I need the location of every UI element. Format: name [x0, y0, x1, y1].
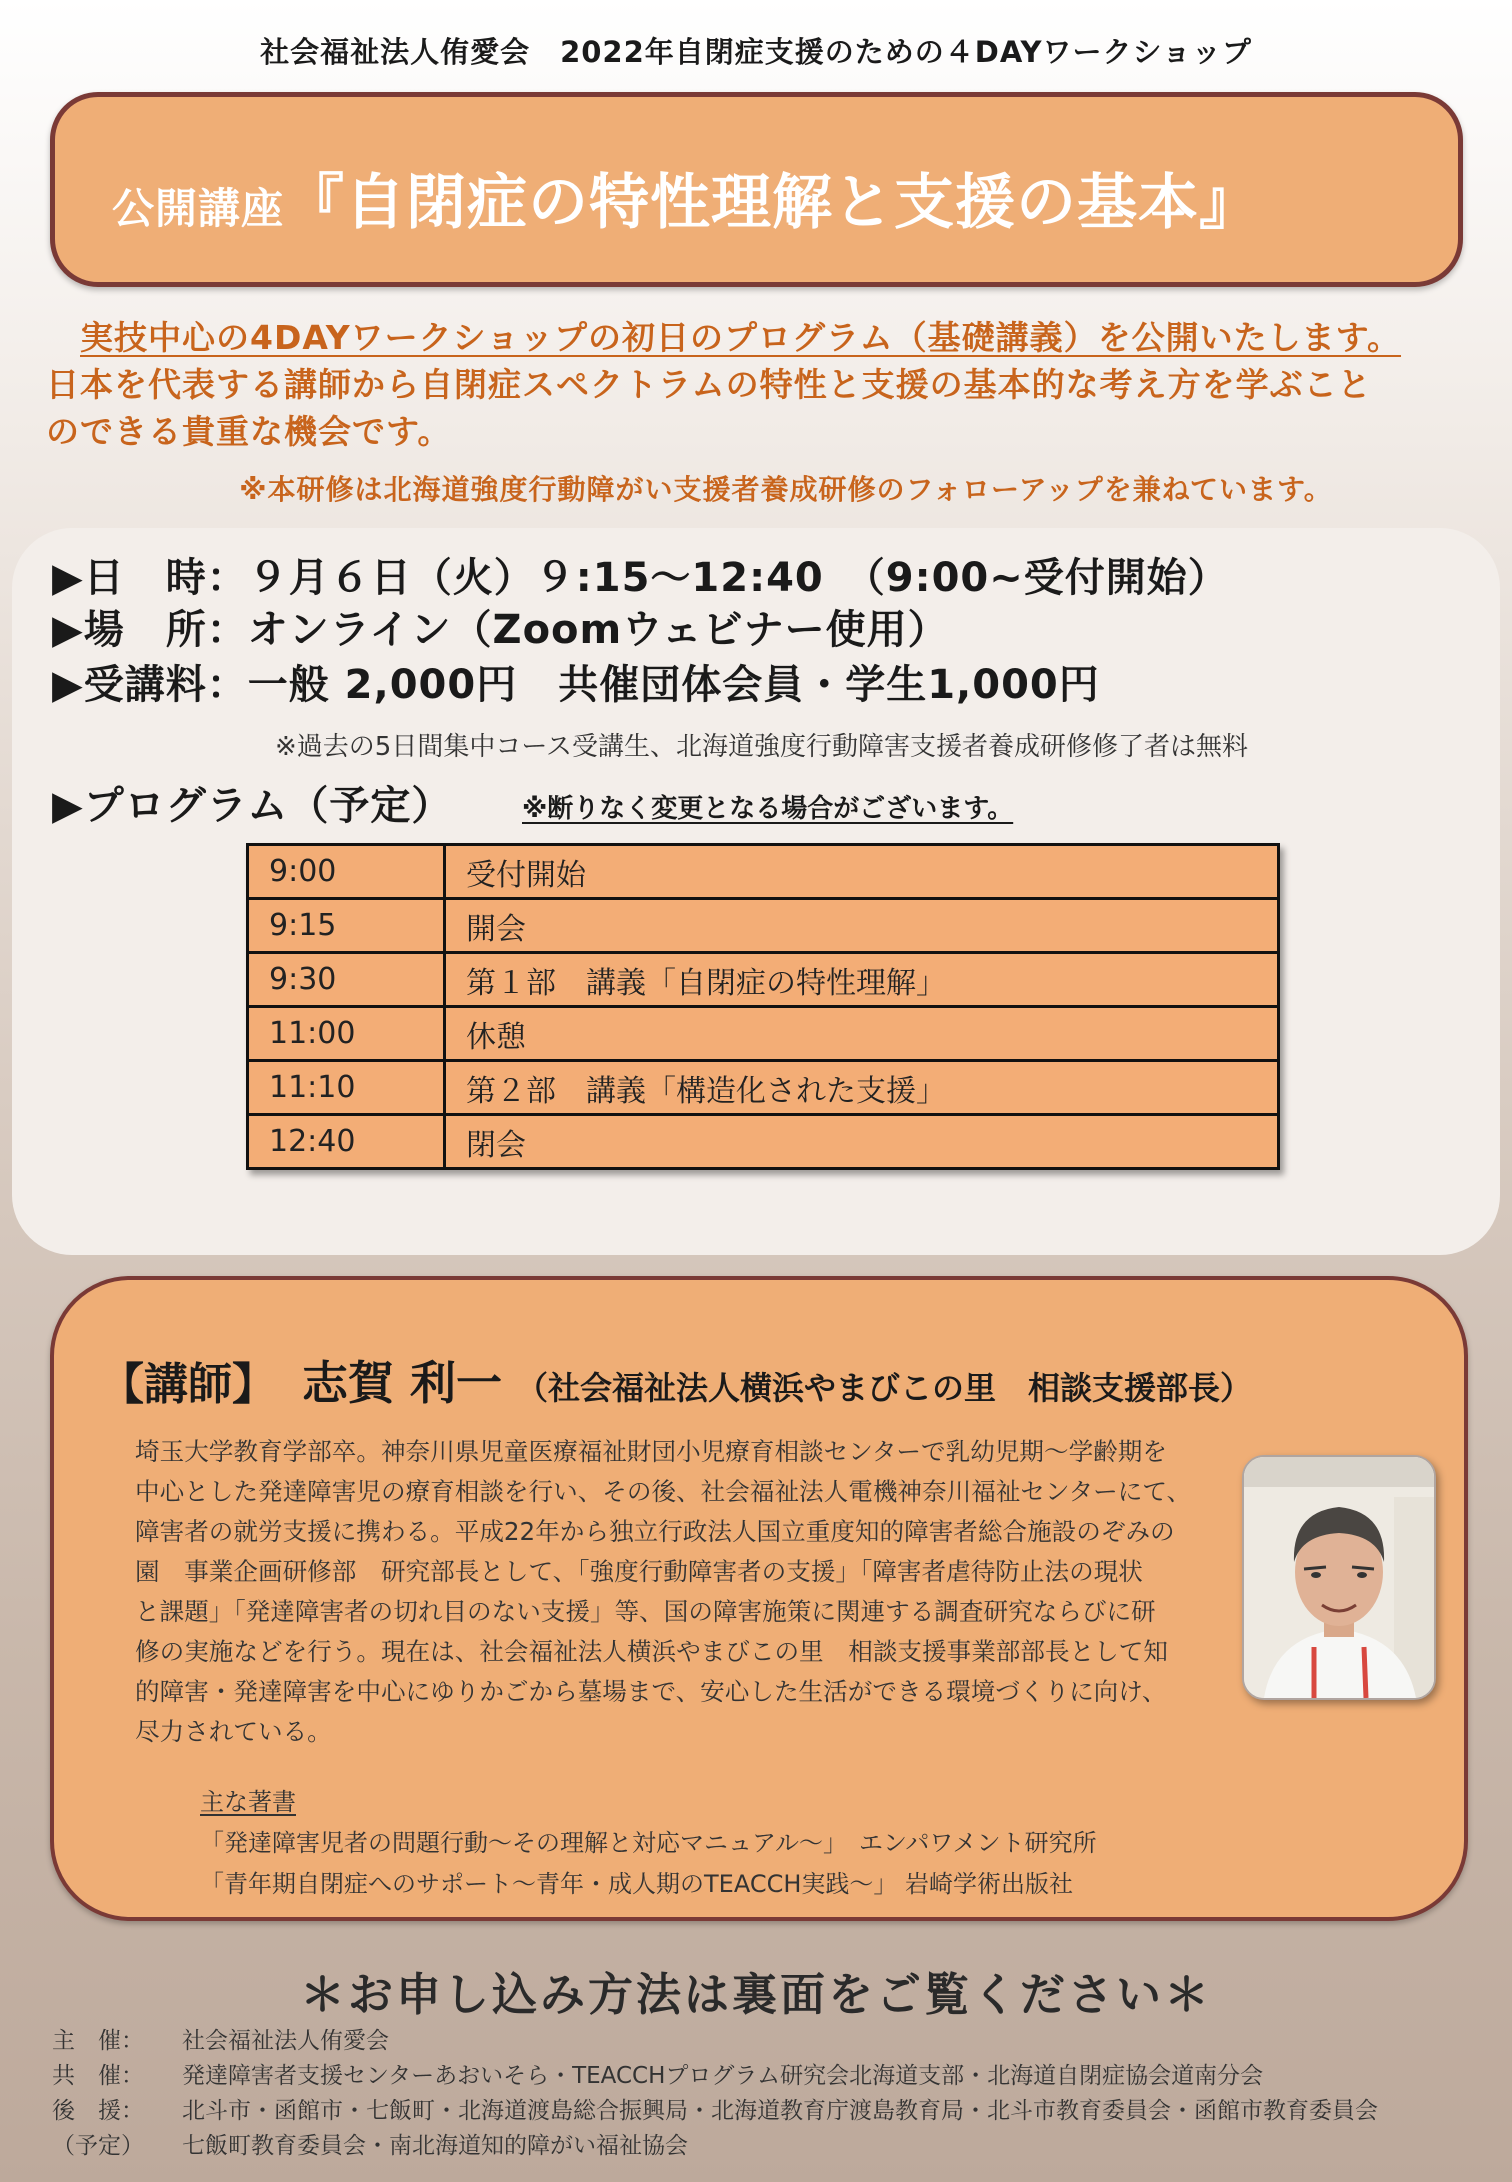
intro-note: ※本研修は北海道強度行動障がい支援者養成研修のフォローアップを兼ねています。 [239, 473, 1333, 506]
footer-label: 後 援： [52, 2098, 144, 2124]
footer-label: （予定） [52, 2133, 144, 2159]
book-item: 「青年期自閉症へのサポート～青年・成人期のTEACCH実践～」 岩崎学術出版社 [200, 1870, 1074, 1898]
schedule-item: 休憩 [445, 1007, 1279, 1061]
event-datetime: ▶日 時：９月６日（火）９:15～12:40 （9:00~受付開始） [52, 555, 1229, 601]
title-prefix: 公開講座 [112, 184, 285, 233]
schedule-time: 11:00 [248, 1007, 445, 1061]
program-label: ▶プログラム（予定） [52, 783, 453, 829]
schedule-item: 第１部 講義「自閉症の特性理解」 [445, 953, 1279, 1007]
lecturer-affiliation: （社会福祉法人横浜やまびこの里 相談支援部長） [516, 1369, 1253, 1407]
schedule-table [246, 843, 1280, 1170]
lecturer-photo [1242, 1455, 1436, 1700]
footer-row [52, 2094, 1378, 2129]
footer-row [52, 2059, 1378, 2094]
footer-value: 北斗市・函館市・七飯町・北海道渡島総合振興局・北海道教育庁渡島教育局・北斗市教育委員会・函館市教育委員会 [182, 2098, 1378, 2124]
portrait-illustration [1244, 1457, 1434, 1698]
footer-label: 主 催： [52, 2028, 144, 2054]
title-main: 『自閉症の特性理解と支援の基本』 [284, 168, 1261, 238]
bio-line: 園 事業企画研修部 研究部長として、「強度行動障害者の支援」「障害者虐待防止法の現状 [135, 1557, 1143, 1586]
schedule-time: 11:10 [248, 1061, 445, 1115]
schedule-time: 12:40 [248, 1115, 445, 1169]
intro-line-1: 実技中心の4DAYワークショップの初日のプログラム（基礎講義）を公開いたします。 [80, 318, 1402, 357]
table-row [248, 1061, 1279, 1115]
bio-line: と課題」「発達障害者の切れ目のない支援」等、国の障害施策に関連する調査研究ならびに研 [135, 1597, 1156, 1626]
schedule-time: 9:15 [248, 899, 445, 953]
bio-line: 埼玉大学教育学部卒。神奈川県児童医療福祉財団小児療育相談センターで乳幼児期～学齢期を [135, 1437, 1167, 1466]
schedule-item: 第２部 講義「構造化された支援」 [445, 1061, 1279, 1115]
intro-line-3: のできる貴重な機会です。 [46, 412, 452, 451]
schedule-item: 閉会 [445, 1115, 1279, 1169]
table-row [248, 1007, 1279, 1061]
lecturer-name: 志賀 利一 [302, 1356, 503, 1410]
intro-line-2: 日本を代表する講師から自閉症スペクトラムの特性と支援の基本的な考え方を学ぶこと [46, 365, 1372, 404]
bio-line: 中心とした発達障害児の療育相談を行い、その後、社会福祉法人電機神奈川福祉センターにて、 [135, 1477, 1192, 1506]
footer-row [52, 2129, 1378, 2164]
header-line: 社会福祉法人侑愛会 2022年自閉症支援のための４DAYワークショップ [260, 35, 1252, 69]
page-title [112, 155, 1260, 241]
books-list [200, 1782, 1097, 1905]
footer-row [52, 2024, 1378, 2059]
table-row [248, 953, 1279, 1007]
table-row [248, 899, 1279, 953]
table-row [248, 845, 1279, 899]
footer-label: 共 催： [52, 2063, 144, 2089]
program-note: ※断りなく変更となる場合がございます。 [522, 794, 1014, 824]
table-row [248, 1115, 1279, 1169]
books-heading: 主な著書 [200, 1788, 296, 1816]
schedule-item: 開会 [445, 899, 1279, 953]
footer-value: 発達障害者支援センターあおいそら・TEACCHプログラム研究会北海道支部・北海道自閉症協会道南分会 [182, 2063, 1264, 2089]
fee-note: ※過去の5日間集中コース受講生、北海道強度行動障害支援者養成研修修了者は無料 [275, 732, 1249, 762]
apply-note: ＊お申し込み方法は裏面をご覧ください＊ [299, 1968, 1212, 2021]
event-place: ▶場 所：オンライン（Zoomウェビナー使用） [52, 607, 949, 653]
schedule-time: 9:00 [248, 845, 445, 899]
bio-line: 尽力されている。 [135, 1717, 332, 1746]
intro-text [46, 314, 1466, 455]
bio-line: 的障害・発達障害を中心にゆりかごから墓場まで、安心した生活ができる環境づくりに向け、 [135, 1677, 1167, 1706]
footer-value: 七飯町教育委員会・南北海道知的障がい福祉協会 [182, 2133, 688, 2159]
schedule-time: 9:30 [248, 953, 445, 1007]
lecturer-bio [135, 1432, 1201, 1752]
footer-credits [52, 2024, 1378, 2164]
book-item: 「発達障害児者の問題行動～その理解と対応マニュアル～」 エンパワメント研究所 [200, 1829, 1097, 1857]
bio-line: 障害者の就労支援に携わる。平成22年から独立行政法人国立重度知的障害者総合施設のぞみの [135, 1517, 1175, 1546]
lecturer-heading [100, 1347, 1252, 1413]
lecturer-label: 【講師】 [100, 1359, 276, 1410]
schedule-item: 受付開始 [445, 845, 1279, 899]
event-fee: ▶受講料：一般 2,000円 共催団体会員・学生1,000円 [52, 662, 1100, 708]
bio-line: 修の実施などを行う。現在は、社会福祉法人横浜やまびこの里 相談支援事業部部長として知 [135, 1637, 1168, 1666]
footer-value: 社会福祉法人侑愛会 [182, 2028, 389, 2054]
